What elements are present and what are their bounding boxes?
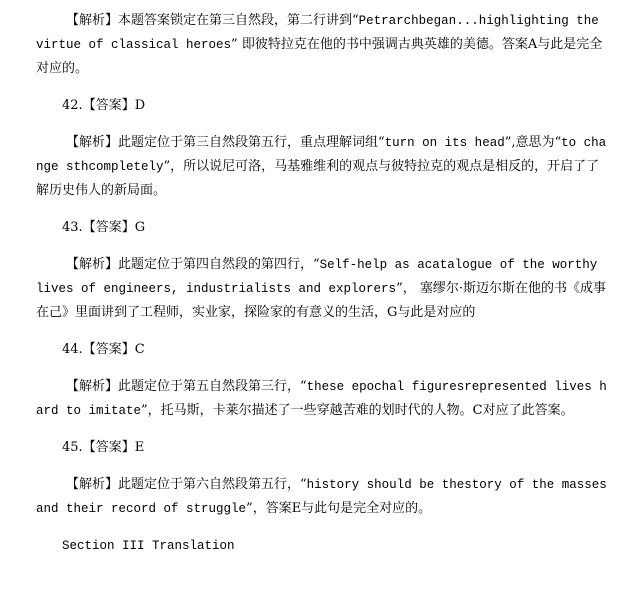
spacer xyxy=(36,362,608,375)
analysis-label: 【解析】 xyxy=(66,477,119,492)
analysis-text: 本题答案锁定在第三自然段，第二行讲到“ xyxy=(118,13,359,28)
analysis-paragraph xyxy=(36,131,608,203)
question-number: 45. xyxy=(62,440,83,455)
quoted-english-text: turn on its head xyxy=(384,136,505,150)
answer-value: C xyxy=(134,342,145,357)
analysis-label: 【解析】 xyxy=(66,379,119,394)
answer-label: 【答案】 xyxy=(82,440,135,455)
answer-label: 【答案】 xyxy=(82,220,135,235)
section-heading: Section III Translation xyxy=(62,539,235,553)
analysis-paragraph xyxy=(36,375,608,423)
analysis-text: ”，所以说尼可洛，马基雅维利的观点与彼特拉克的观点是相反的，开启了了解历史伟人的新局面。 xyxy=(36,159,600,198)
answer-value: D xyxy=(134,98,146,113)
analysis-text: 此题定位于第五自然段第三行，“ xyxy=(118,379,307,394)
analysis-label: 【解析】 xyxy=(66,257,119,272)
answer-line xyxy=(36,216,608,240)
spacer xyxy=(36,240,608,253)
answer-line xyxy=(36,94,608,118)
answer-value: G xyxy=(134,220,146,235)
answer-line xyxy=(36,436,608,460)
analysis-text: 此题定位于第四自然段的第四行，“ xyxy=(118,257,320,272)
analysis-text: 此题定位于第六自然段第五行，“ xyxy=(118,477,307,492)
analysis-paragraph xyxy=(36,253,608,325)
analysis-text: ” 即彼特拉克在他的书中强调古典英雄的美德。答案A与此是完全对应的。 xyxy=(36,37,603,76)
spacer xyxy=(36,460,608,473)
quoted-english-text: history should be thestory of the masses and their record of struggle xyxy=(36,478,607,516)
spacer xyxy=(36,118,608,131)
analysis-label: 【解析】 xyxy=(66,13,119,28)
answer-line xyxy=(36,338,608,362)
document-page xyxy=(36,9,608,558)
answer-label: 【答案】 xyxy=(82,342,135,357)
analysis-text: 此题定位于第三自然段第五行，重点理解词组“ xyxy=(118,135,385,150)
analysis-text: ”，托马斯，卡莱尔描述了一些穿越苦难的划时代的人物。C对应了此答案。 xyxy=(141,403,574,418)
analysis-paragraph xyxy=(36,9,608,81)
question-number: 43. xyxy=(62,220,83,235)
question-number: 44. xyxy=(62,342,83,357)
analysis-text: ”，答案E与此句是完全对应的。 xyxy=(246,501,432,516)
spacer xyxy=(36,203,608,216)
spacer xyxy=(36,423,608,436)
answer-label: 【答案】 xyxy=(82,98,135,113)
spacer xyxy=(36,325,608,338)
quoted-english-text: Petrarchbegan...highlighting the virtue of classical heroes xyxy=(36,14,599,52)
analysis-paragraph xyxy=(36,473,608,521)
spacer xyxy=(36,81,608,94)
quoted-english-text: Self-help as acatalogue of the worthy lives of engineers, industrialists and explorers xyxy=(36,258,598,296)
spacer xyxy=(36,521,608,534)
quoted-english-text: to change sthcompletely xyxy=(36,136,607,174)
answer-value: E xyxy=(134,440,145,455)
analysis-label: 【解析】 xyxy=(66,135,119,150)
analysis-text: ”， 塞缪尔·斯迈尔斯在他的书《成事在己》里面讲到了工程师，实业家，探险家的有意义的生活，G与此是对应的 xyxy=(36,281,606,320)
analysis-text: ”,意思为“ xyxy=(504,135,562,150)
question-number: 42. xyxy=(62,98,83,113)
quoted-english-text: these epochal figuresrepresented lives hard to imitate xyxy=(36,380,607,418)
